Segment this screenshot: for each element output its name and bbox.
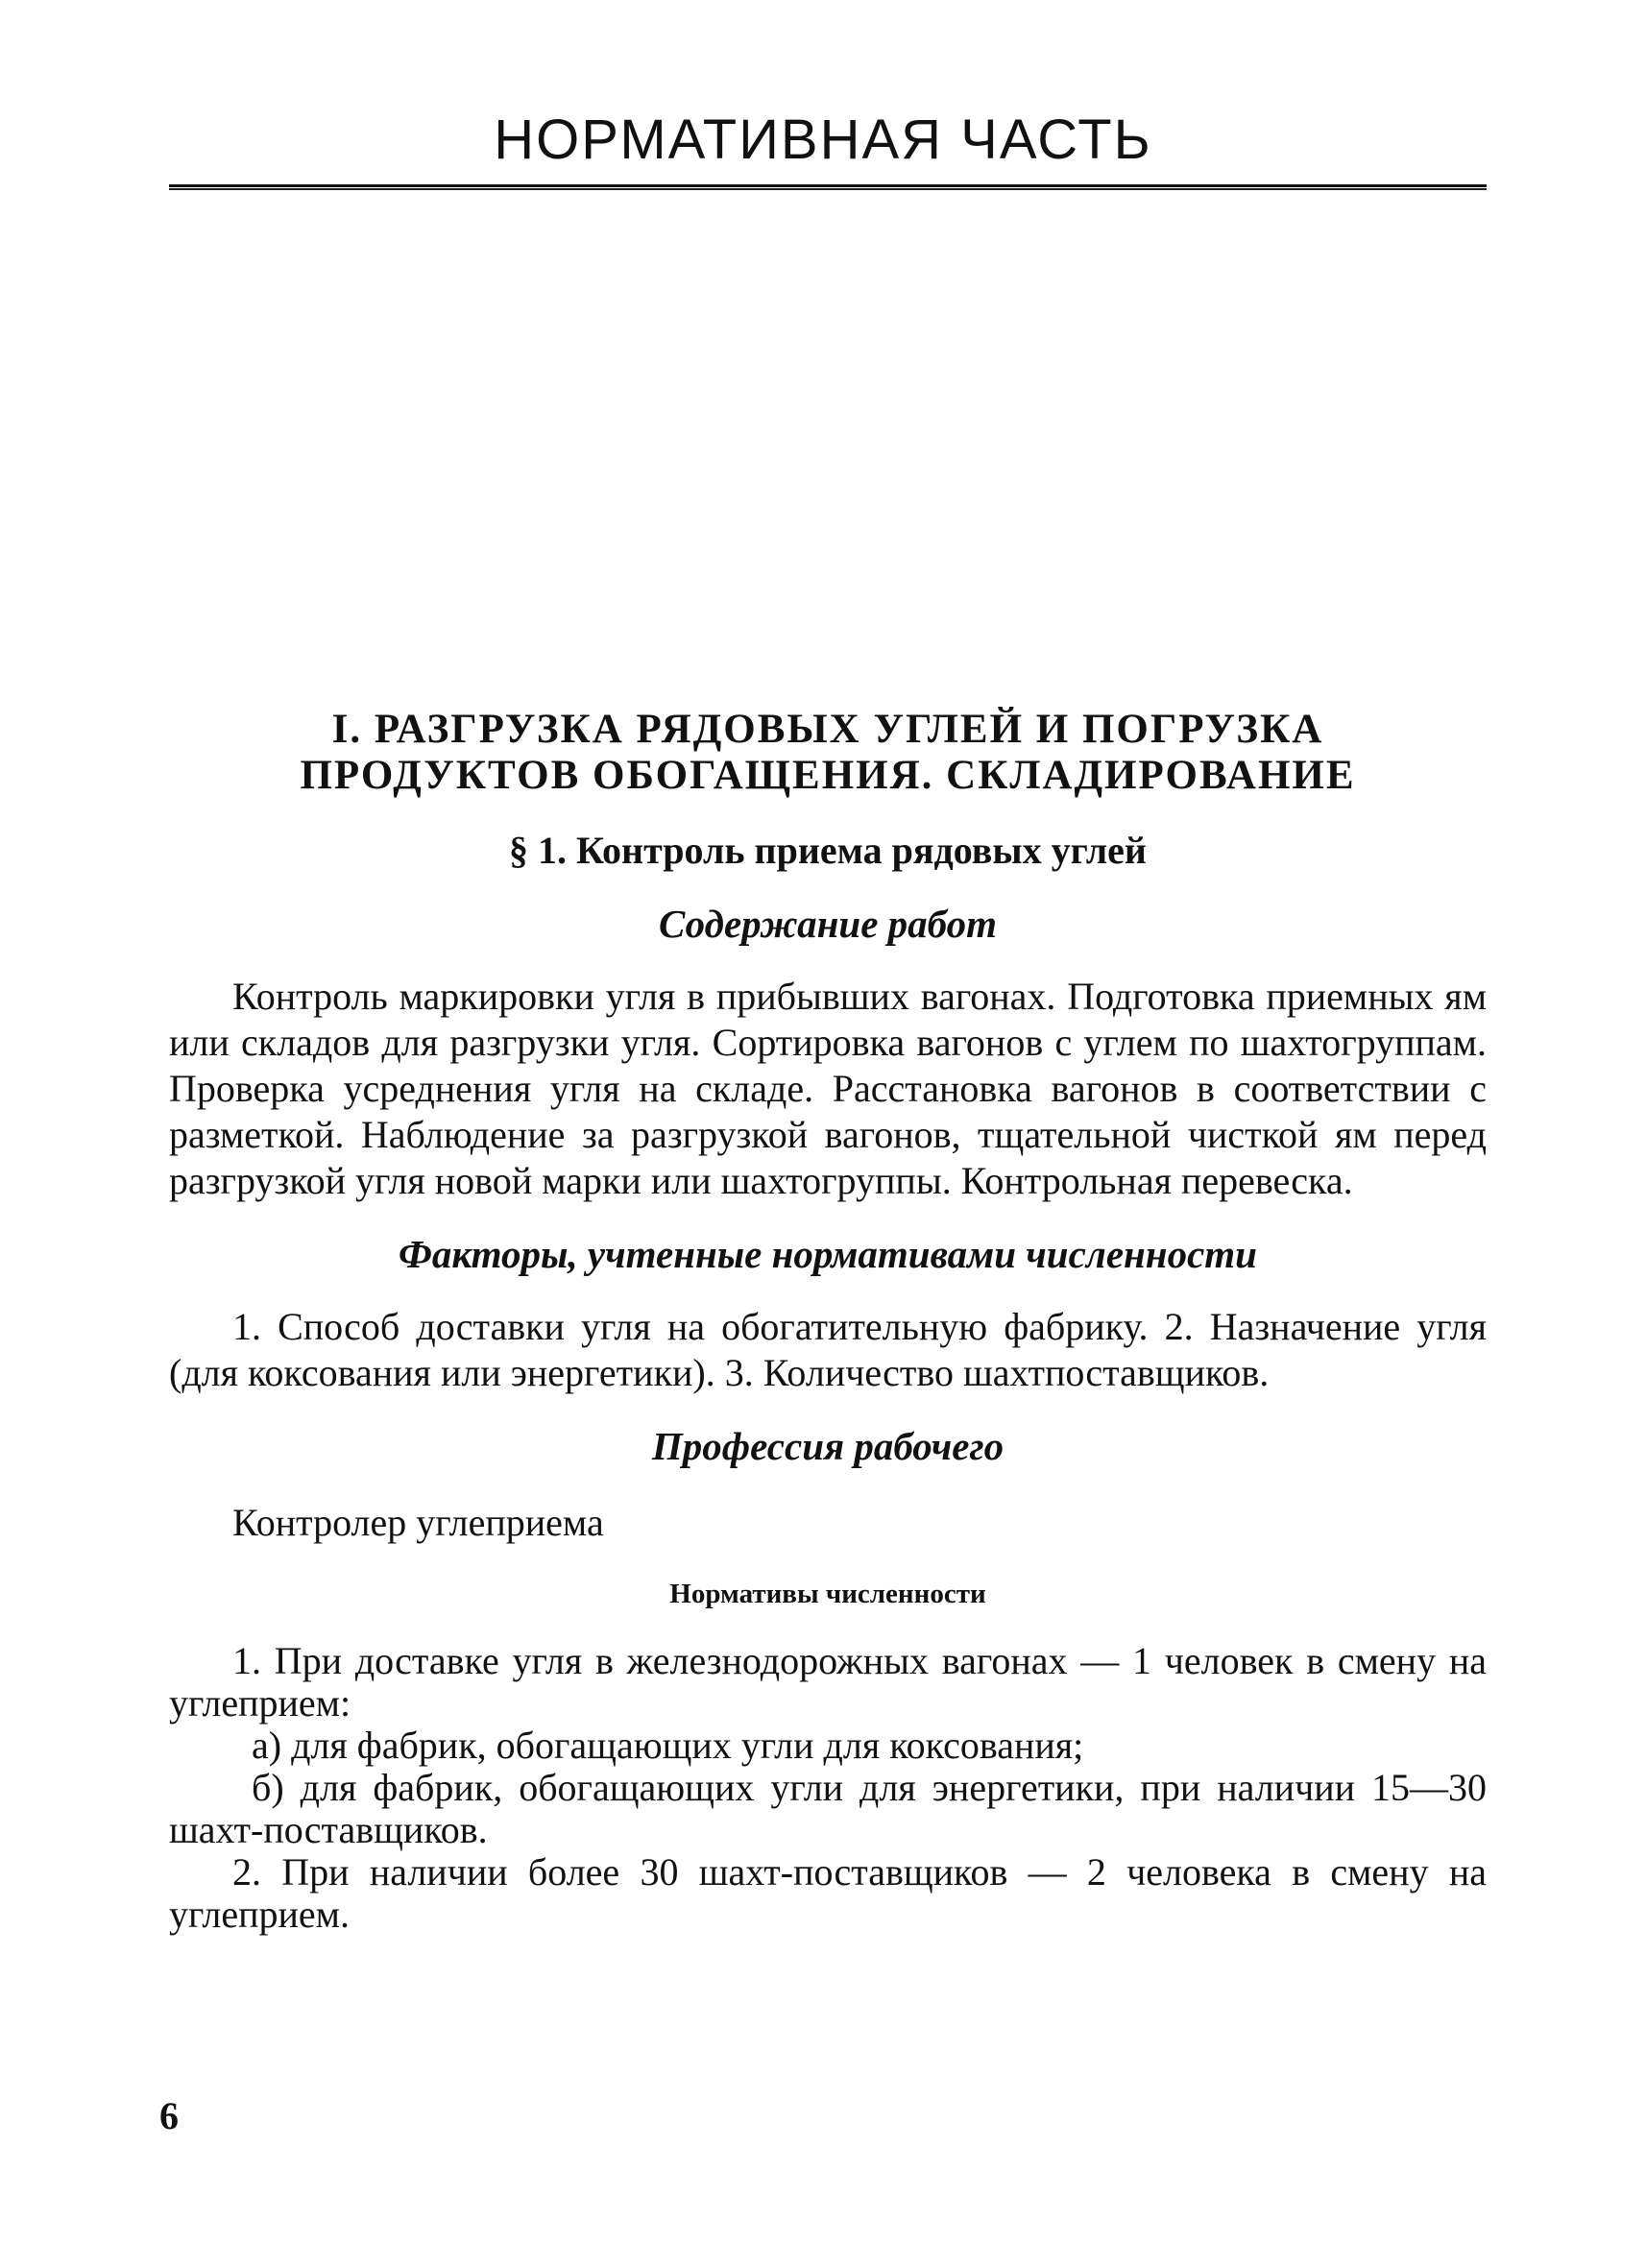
page-number: 6 <box>159 2094 179 2137</box>
work-content-text: Контроль маркировки угля в прибывших вагонах. Подготовка приемных ям или складов для разгрузки угля. Сортировка вагонов с углем по шахтогруппам. Проверка усреднения угля на складе. Расстановка вагонов в соответствии с разметкой. Наблюдение за разгрузкой вагонов, тщательной чисткой ям перед разгрузкой угля новой марки или шахтогруппы. Контрольная перевеска. <box>169 975 1487 1202</box>
work-content-heading: Содержание работ <box>659 902 997 946</box>
norms-heading: Нормативы численности <box>669 1579 986 1609</box>
norm-item-2: 2. При наличии более 30 шахт-поставщиков — 2 человека в смену на углеприем. <box>169 1850 1487 1936</box>
norm-item-1b: б) для фабрик, обогащающих угли для энергетики, при наличии 15—30 шахт-поставщиков. <box>169 1766 1487 1851</box>
running-header: НОРМАТИВНАЯ ЧАСТЬ <box>494 109 1152 171</box>
section-title <box>169 707 1487 799</box>
section-title-line1: I. РАЗГРУЗКА РЯДОВЫХ УГЛЕЙ И ПОГРУЗКА <box>331 707 1324 752</box>
profession-heading: Профессия рабочего <box>651 1424 1005 1468</box>
norm-item-1: 1. При доставке угля в железнодорожных вагонах — 1 человек в смену на углеприем: <box>169 1639 1487 1725</box>
page-body <box>169 707 1487 1936</box>
profession-name: Контролер углеприема <box>232 1501 604 1544</box>
section-title-line2: ПРОДУКТОВ ОБОГАЩЕНИЯ. СКЛАДИРОВАНИЕ <box>300 753 1356 798</box>
paragraph-title: § 1. Контроль приема рядовых углей <box>509 829 1147 872</box>
header-rule <box>169 184 1487 190</box>
norm-item-1a: а) для фабрик, обогащающих угли для коксования; <box>252 1724 1084 1767</box>
factors-heading: Факторы, учтенные нормативами численности <box>399 1232 1257 1276</box>
factors-text: 1. Способ доставки угля на обогатительную фабрику. 2. Назначение угля (для коксования или энергетики). 3. Количество шахтпоставщиков. <box>169 1305 1487 1394</box>
